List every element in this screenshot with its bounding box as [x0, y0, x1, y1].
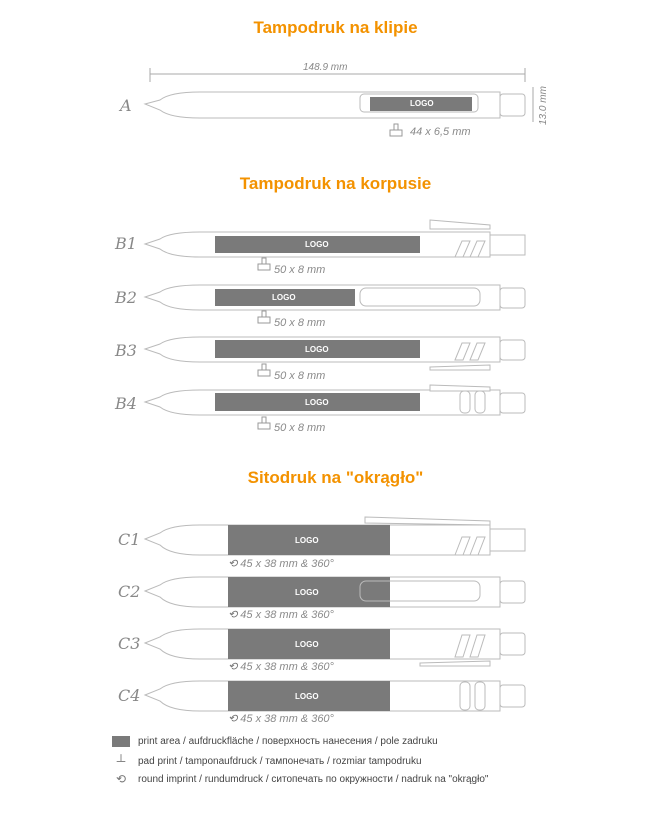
- pen-a-logo: LOGO: [410, 99, 434, 108]
- pen-label-c4: C4: [118, 686, 141, 705]
- pen-label-b2: B2: [115, 288, 137, 307]
- pen-a-print-size: 44 x 6,5 mm: [410, 126, 471, 138]
- section-title-body: Tampodruk na korpusie: [239, 174, 432, 193]
- pen-c3-logo: LOGO: [295, 640, 319, 649]
- pen-a-drawing: [0, 0, 671, 160]
- pen-label-b3: B3: [115, 341, 137, 360]
- pen-b2-logo: LOGO: [272, 293, 296, 302]
- pen-label-b1: B1: [115, 234, 137, 253]
- legend-print-area: [112, 736, 438, 747]
- pens-b-drawing: [0, 205, 671, 465]
- pens-c-drawing: [0, 505, 671, 735]
- legend-pad-print-text: pad print / tamponaufdruck / тампонечать / rozmiar tampodruku: [138, 755, 422, 767]
- round-arrow-icon: ⟲: [228, 609, 238, 621]
- round-arrow-icon: ⟲: [228, 558, 238, 570]
- pen-c2-print-size: ⟲ 45 x 38 mm & 360°: [228, 609, 334, 621]
- legend-print-area-text: print area / aufdruckfläche / поверхность нанесения / pole zadruku: [138, 736, 438, 747]
- round-arrow-icon: ⟲: [228, 661, 238, 673]
- pen-b3-logo: LOGO: [305, 345, 329, 354]
- height-dimension: 13.0 mm: [538, 86, 549, 125]
- pen-label-c3: C3: [118, 634, 141, 653]
- pen-label-c2: C2: [118, 582, 141, 601]
- pen-c4-print-size: ⟲ 45 x 38 mm & 360°: [228, 713, 334, 725]
- pen-c1-print-size: ⟲ 45 x 38 mm & 360°: [228, 558, 334, 570]
- legend-round-imprint: [112, 772, 488, 786]
- section-title-round: Sitodruk na "okrągło": [247, 468, 424, 487]
- pen-label-b4: B4: [115, 394, 137, 413]
- section-title-clip: Tampodruk na klipie: [253, 18, 418, 37]
- legend-pad-print: [112, 754, 422, 768]
- pen-c4-logo: LOGO: [295, 692, 319, 701]
- pen-label-c1: C1: [118, 530, 141, 549]
- pen-b3-print-size: 50 x 8 mm: [274, 370, 326, 382]
- round-arrow-icon: ⟲: [115, 772, 127, 786]
- legend-round-imprint-text: round imprint / rundumdruck / ситопечать по окружности / nadruk na "okrągło": [138, 773, 489, 785]
- pen-b4-print-size: 50 x 8 mm: [274, 422, 326, 434]
- pen-c1-logo: LOGO: [295, 536, 319, 545]
- pen-c3-print-size: ⟲ 45 x 38 mm & 360°: [228, 661, 334, 673]
- pen-b1-logo: LOGO: [305, 240, 329, 249]
- pen-b4-logo: LOGO: [305, 398, 329, 407]
- pen-b1-print-size: 50 x 8 mm: [274, 264, 326, 276]
- pad-stamp-icon: ┴: [116, 754, 126, 768]
- pen-c2-logo: LOGO: [295, 588, 319, 597]
- pen-b2-print-size: 50 x 8 mm: [274, 317, 326, 329]
- round-arrow-icon: ⟲: [228, 713, 238, 725]
- pen-label-a: A: [120, 96, 132, 115]
- print-area-swatch: [112, 736, 130, 747]
- length-dimension: 148.9 mm: [303, 62, 348, 73]
